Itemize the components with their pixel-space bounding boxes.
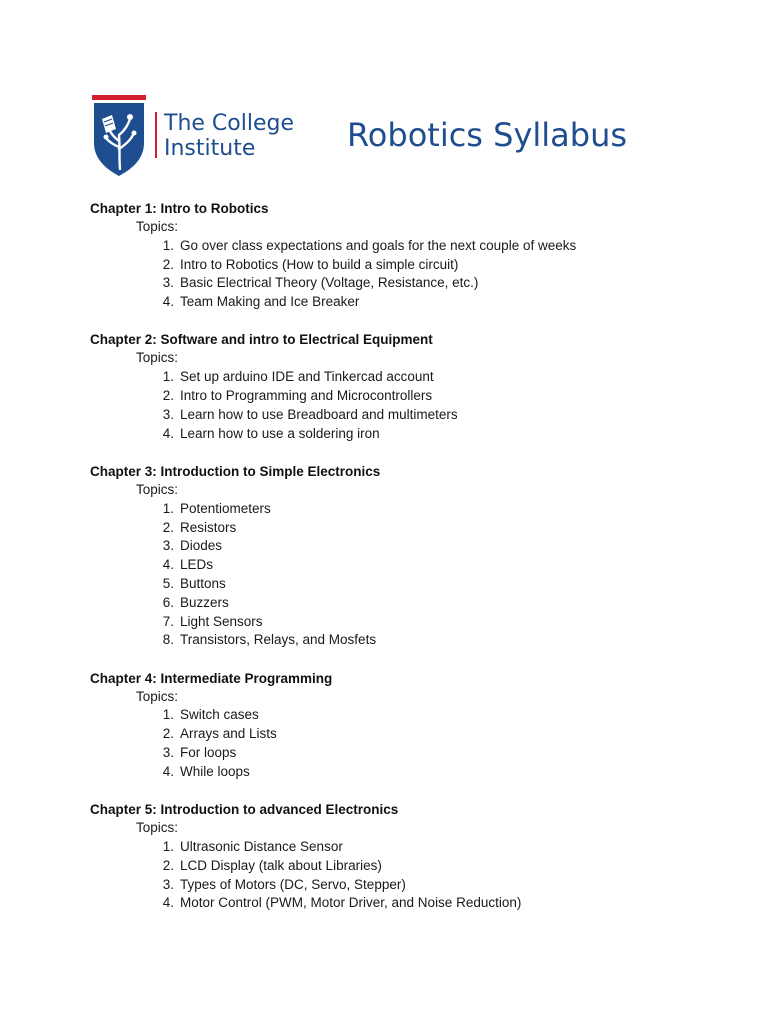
list-item [90, 387, 710, 406]
topic-list [90, 500, 710, 650]
list-item [90, 274, 710, 293]
list-number: 2. [162, 256, 174, 272]
list-item [90, 537, 710, 556]
chapter-1 [90, 199, 710, 312]
list-item-text: Learn how to use a soldering iron [180, 425, 380, 441]
list-number: 3. [162, 275, 174, 291]
list-number: 4. [162, 763, 174, 779]
chapter-4 [90, 669, 710, 782]
list-item [90, 256, 710, 275]
list-number: 3. [162, 538, 174, 554]
list-item [90, 763, 710, 782]
topics-label: Topics: [136, 481, 179, 497]
list-item [90, 500, 710, 519]
list-item-text: Light Sensors [180, 613, 263, 629]
list-number: 5. [162, 575, 174, 591]
list-item-text: LCD Display (talk about Libraries) [180, 857, 382, 873]
list-item-text: Potentiometers [180, 500, 271, 516]
list-item-text: Intro to Programming and Microcontrollers [180, 388, 433, 404]
list-item-text: Go over class expectations and goals for the next couple of weeks [180, 237, 577, 253]
list-item [90, 519, 710, 538]
list-number: 4. [162, 425, 174, 441]
list-item-text: Switch cases [180, 707, 259, 723]
list-item [90, 575, 710, 594]
logo-wordmark [164, 111, 294, 161]
list-item [90, 838, 710, 857]
list-item-text: While loops [180, 763, 250, 779]
page-title: Robotics Syllabus [347, 116, 628, 154]
list-item [90, 725, 710, 744]
list-item [90, 857, 710, 876]
logo-line-1: The College [164, 111, 294, 136]
list-item [90, 368, 710, 387]
list-number: 3. [162, 745, 174, 761]
list-number: 4. [162, 294, 174, 310]
list-item [90, 706, 710, 725]
chapter-title: Chapter 5: Introduction to advanced Electronics [90, 802, 399, 818]
chapter-title: Chapter 4: Intermediate Programming [90, 670, 333, 686]
list-item [90, 631, 710, 650]
list-item-text: Transistors, Relays, and Mosfets [180, 632, 377, 648]
list-item-text: Motor Control (PWM, Motor Driver, and Noise Reduction) [180, 895, 522, 911]
chapter-title: Chapter 3: Introduction to Simple Electronics [90, 463, 381, 479]
list-item [90, 594, 710, 613]
chapter-2 [90, 330, 710, 443]
logo-line-2: Institute [164, 136, 256, 161]
list-number: 4. [162, 895, 174, 911]
list-number: 4. [162, 557, 174, 573]
list-number: 2. [162, 388, 174, 404]
list-item-text: Team Making and Ice Breaker [180, 294, 360, 310]
list-item [90, 894, 710, 913]
list-item [90, 613, 710, 632]
list-item [90, 293, 710, 312]
topic-list [90, 706, 710, 781]
list-number: 2. [162, 857, 174, 873]
list-item [90, 406, 710, 425]
list-item [90, 425, 710, 444]
topics-label: Topics: [136, 820, 179, 836]
list-number: 1. [162, 369, 174, 385]
list-item-text: Basic Electrical Theory (Voltage, Resistance, etc.) [180, 275, 479, 291]
list-item-text: For loops [180, 745, 237, 761]
list-item-text: Ultrasonic Distance Sensor [180, 838, 343, 854]
list-number: 8. [162, 632, 174, 648]
list-number: 1. [162, 500, 174, 516]
list-number: 6. [162, 594, 174, 610]
list-item-text: Buttons [180, 575, 226, 591]
syllabus-content [90, 199, 710, 932]
list-item [90, 556, 710, 575]
list-number: 2. [162, 519, 174, 535]
logo-divider [155, 112, 157, 158]
list-number: 1. [162, 237, 174, 253]
list-item [90, 876, 710, 895]
topic-list [90, 838, 710, 913]
list-item-text: Diodes [180, 538, 223, 554]
list-item [90, 237, 710, 256]
list-number: 3. [162, 876, 174, 892]
chapter-title: Chapter 1: Intro to Robotics [90, 201, 269, 216]
shield-tree-logo-icon [92, 95, 146, 177]
list-number: 1. [162, 707, 174, 723]
topics-label: Topics: [136, 688, 179, 704]
chapter-5 [90, 800, 710, 913]
list-number: 1. [162, 838, 174, 854]
list-item-text: LEDs [180, 557, 214, 573]
topics-label: Topics: [136, 219, 179, 234]
list-item-text: Set up arduino IDE and Tinkercad account [180, 369, 434, 385]
topic-list [90, 237, 710, 312]
list-item-text: Buzzers [180, 594, 229, 610]
list-item-text: Arrays and Lists [180, 726, 277, 742]
topic-list [90, 368, 710, 443]
chapter-3 [90, 462, 710, 650]
list-item [90, 744, 710, 763]
chapter-title: Chapter 2: Software and intro to Electrical Equipment [90, 332, 433, 348]
list-number: 7. [162, 613, 174, 629]
list-item-text: Types of Motors (DC, Servo, Stepper) [180, 876, 406, 892]
list-item-text: Intro to Robotics (How to build a simple circuit) [180, 256, 459, 272]
topics-label: Topics: [136, 350, 179, 366]
list-item-text: Learn how to use Breadboard and multimeters [180, 406, 458, 422]
list-item-text: Resistors [180, 519, 237, 535]
list-number: 2. [162, 726, 174, 742]
list-number: 3. [162, 406, 174, 422]
document-header [92, 95, 652, 181]
